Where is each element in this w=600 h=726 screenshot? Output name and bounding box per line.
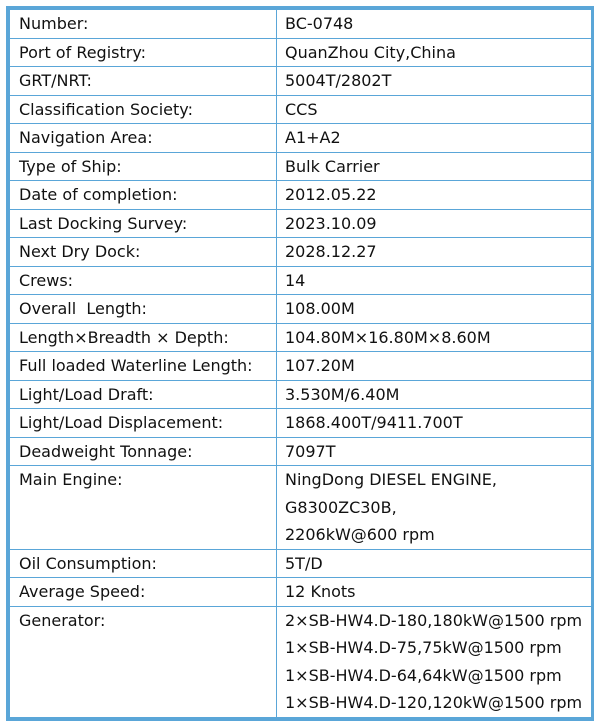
spec-value [277,606,592,717]
spec-label: Light/Load Displacement: [10,409,277,438]
spec-value-line: NingDong DIESEL ENGINE, [285,470,497,489]
spec-label: Light/Load Draft: [10,380,277,409]
spec-value [277,266,592,295]
spec-value [277,578,592,607]
spec-value [277,209,592,238]
spec-value-line: Bulk Carrier [285,156,380,176]
spec-value [277,152,592,181]
spec-value [277,95,592,124]
ship-spec-table [9,9,592,718]
spec-label: Overall Length: [10,295,277,324]
spec-row-waterline-length [10,352,592,381]
spec-value [277,38,592,67]
spec-label: Number: [10,10,277,39]
spec-label: Oil Consumption: [10,549,277,578]
spec-row-dimensions [10,323,592,352]
spec-row-displacement [10,409,592,438]
spec-label: Type of Ship: [10,152,277,181]
spec-row-crews [10,266,592,295]
spec-label: Crews: [10,266,277,295]
spec-row-navigation-area [10,124,592,153]
spec-value [277,352,592,381]
spec-value-line: 3.530M/6.40M [285,384,400,404]
spec-value [277,437,592,466]
spec-label: Main Engine: [10,466,277,550]
spec-value [277,466,592,550]
spec-row-type-of-ship [10,152,592,181]
spec-row-generator [10,606,592,717]
spec-row-main-engine [10,466,592,550]
spec-value-line: 1×SB-HW4.D-120,120kW@1500 rpm [285,693,583,712]
spec-value [277,380,592,409]
spec-value-line: 2023.10.09 [285,213,377,233]
spec-label: Last Docking Survey: [10,209,277,238]
spec-value-line: 2012.05.22 [285,185,377,204]
spec-label: Classification Society: [10,95,277,124]
spec-value [277,295,592,324]
spec-row-grt-nrt [10,67,592,96]
spec-label: Length×Breadth × Depth: [10,323,277,352]
spec-value-line: 5004T/2802T [285,71,392,90]
spec-value [277,323,592,352]
spec-value [277,67,592,96]
spec-value-line: 104.80M×16.80M×8.60M [285,327,491,347]
spec-value-line: QuanZhou City,China [285,42,456,62]
spec-value-line: CCS [285,99,318,119]
spec-value-line: 7097T [285,441,336,461]
spec-row-date-of-completion [10,181,592,210]
spec-row-last-docking-survey [10,209,592,238]
spec-label: Full loaded Waterline Length: [10,352,277,381]
spec-row-oil-consumption [10,549,592,578]
spec-table-body [10,10,592,718]
spec-label: Next Dry Dock: [10,238,277,267]
spec-value [277,181,592,210]
spec-value-line: 2206kW@600 rpm [285,525,435,544]
spec-value-line: 108.00M [285,299,355,318]
spec-label: Average Speed: [10,578,277,607]
spec-value-line: 2×SB-HW4.D-180,180kW@1500 rpm [285,610,583,630]
spec-value-line: 5T/D [285,553,323,573]
spec-value-line: 1×SB-HW4.D-75,75kW@1500 rpm [285,638,562,657]
spec-value-line: 12 Knots [285,582,356,601]
spec-value-line: 1868.400T/9411.700T [285,413,463,432]
spec-value-line: 14 [285,270,306,290]
spec-label: Port of Registry: [10,38,277,67]
spec-value [277,10,592,39]
spec-value [277,124,592,153]
spec-row-port-of-registry [10,38,592,67]
spec-row-average-speed [10,578,592,607]
spec-row-classification-society [10,95,592,124]
spec-value-line: 1×SB-HW4.D-64,64kW@1500 rpm [285,665,562,685]
spec-value-line: BC-0748 [285,14,354,33]
spec-label: Date of completion: [10,181,277,210]
spec-row-deadweight-tonnage [10,437,592,466]
spec-label: GRT/NRT: [10,67,277,96]
spec-row-overall-length [10,295,592,324]
spec-value-line: 2028.12.27 [285,242,377,261]
spec-row-draft [10,380,592,409]
spec-row-number [10,10,592,39]
spec-value [277,409,592,438]
spec-value-line: A1+A2 [285,128,341,147]
spec-label: Deadweight Tonnage: [10,437,277,466]
spec-label: Navigation Area: [10,124,277,153]
spec-value [277,238,592,267]
spec-value [277,549,592,578]
spec-label: Generator: [10,606,277,717]
spec-value-line: 107.20M [285,356,355,375]
ship-specification-sheet [6,6,594,721]
spec-value-line: G8300ZC30B, [285,497,397,517]
spec-row-next-dry-dock [10,238,592,267]
